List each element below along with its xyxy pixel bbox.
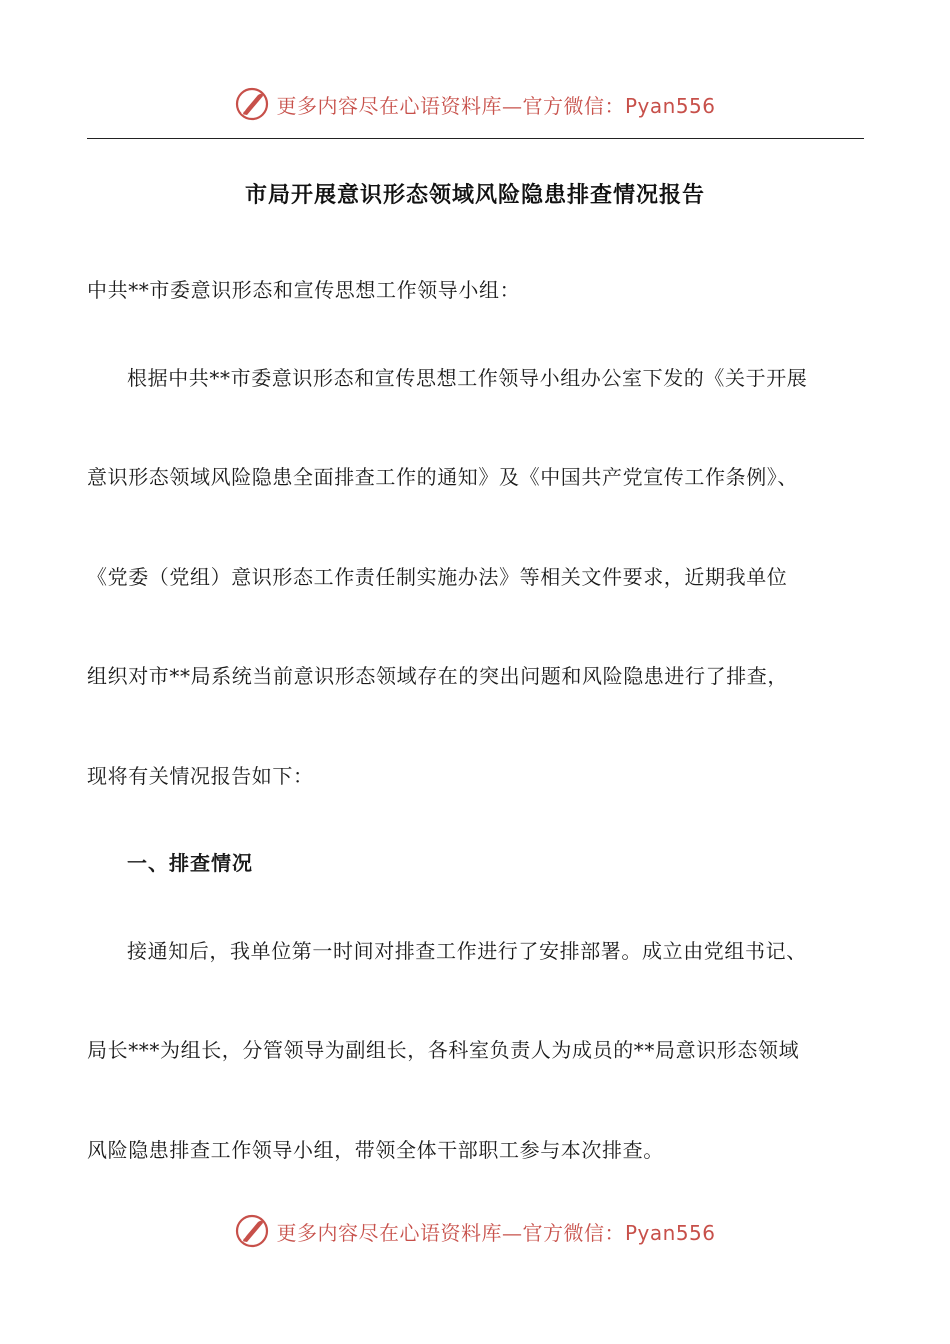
paragraph-line: 风险隐患排查工作领导小组，带领全体干部职工参与本次排查。 bbox=[87, 1138, 664, 1162]
header-divider bbox=[87, 138, 864, 139]
paragraph-line: 接通知后，我单位第一时间对排查工作进行了安排部署。成立由党组书记、 bbox=[127, 939, 807, 963]
section-heading: 一、排查情况 bbox=[127, 851, 253, 875]
paragraph-line: 意识形态领域风险隐患全面排查工作的通知》及《中国共产党宣传工作条例》、 bbox=[87, 465, 798, 489]
quill-pen-logo-icon bbox=[234, 86, 270, 122]
paragraph-line: 《党委（党组）意识形态工作责任制实施办法》等相关文件要求，近期我单位 bbox=[87, 565, 788, 589]
footer-watermark-banner bbox=[0, 1211, 950, 1251]
banner-text: 更多内容尽在心语资料库—官方微信：Pyan556 bbox=[276, 1220, 716, 1245]
paragraph-line: 现将有关情况报告如下： bbox=[87, 764, 314, 788]
paragraph-line: 组织对市**局系统当前意识形态领域存在的突出问题和风险隐患进行了排查， bbox=[87, 664, 788, 688]
paragraph-line: 局长***为组长，分管领导为副组长，各科室负责人为成员的**局意识形态领域 bbox=[87, 1038, 800, 1062]
header-watermark-banner bbox=[0, 84, 950, 124]
quill-pen-logo-icon bbox=[234, 1213, 270, 1249]
salutation: 中共**市委意识形态和宣传思想工作领导小组： bbox=[87, 278, 521, 302]
banner-text: 更多内容尽在心语资料库—官方微信：Pyan556 bbox=[276, 93, 716, 118]
document-title: 市局开展意识形态领域风险隐患排查情况报告 bbox=[244, 183, 705, 208]
paragraph-line: 根据中共**市委意识形态和宣传思想工作领导小组办公室下发的《关于开展 bbox=[127, 366, 808, 390]
